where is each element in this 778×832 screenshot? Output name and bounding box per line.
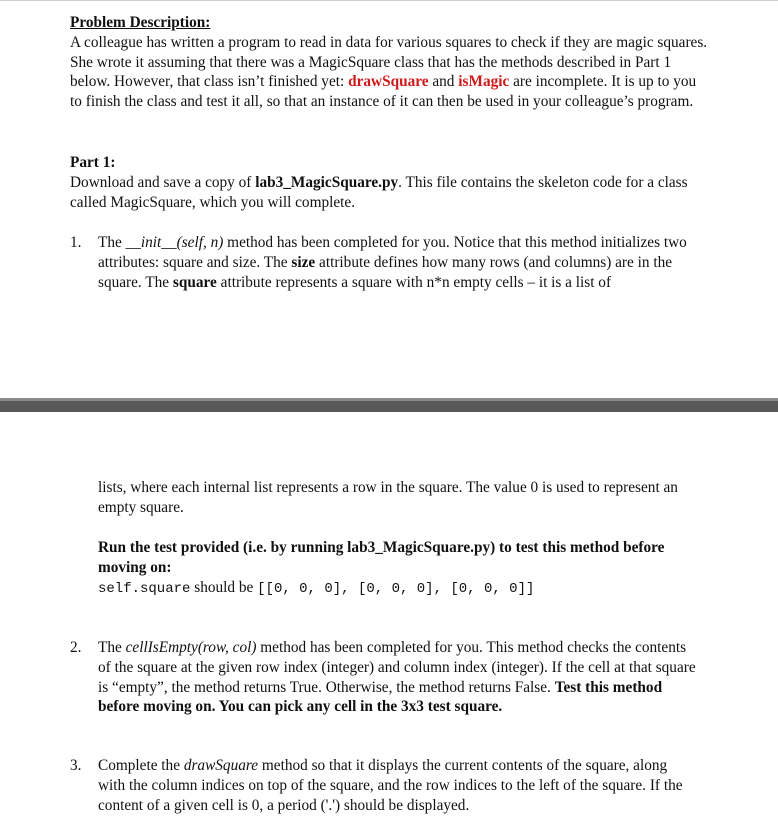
code-expected-value: [[0, 0, 0], [0, 0, 0], [0, 0, 0]] xyxy=(257,581,535,597)
item1-text-c: attribute defines how many rows (and columns) are in the square. The xyxy=(98,253,673,291)
expected-output-line xyxy=(98,578,698,600)
item1-text-b: method has been completed for you. Notice that this method initializes two attributes: square and size. The xyxy=(98,234,687,271)
part1-text-a: Download and save a copy of xyxy=(70,173,256,191)
problem-section xyxy=(70,13,710,112)
draw-square-method: drawSquare xyxy=(348,73,429,91)
problem-text-and: and xyxy=(428,73,459,91)
part1-text-b: . This file contains the skeleton code for a class called MagicSquare, which you will complete. xyxy=(70,173,688,211)
cell-is-empty-signature: cellIsEmpty(row, col) xyxy=(125,639,257,656)
problem-paragraph xyxy=(70,33,710,112)
list-number-2: 2. xyxy=(70,639,82,656)
page-1 xyxy=(0,0,778,399)
code-self-square: self.square xyxy=(98,581,191,597)
item2-text-b: method has been completed for you. This method checks the contents of the square at the given row index (integer) and column index (integer). If the cell at that square is “empty”, the method returns True. Otherwise, the method returns False. xyxy=(98,639,696,696)
item2-bold-instruction: Test this method before moving on. You can pick any cell in the 3x3 test square. xyxy=(98,678,663,716)
item2-text-a: The xyxy=(98,639,126,656)
init-signature: __init__(self, n) xyxy=(125,234,224,251)
list-item-1-text xyxy=(98,233,698,292)
page-2 xyxy=(0,412,778,832)
square-attr: square xyxy=(172,273,217,291)
item1-text-d: attribute represents a square with n*n empty cells – it is a list of xyxy=(216,273,612,291)
item1-cont-text: lists, where each internal list represents a row in the square. The value 0 is used to represent an empty square. xyxy=(98,479,678,516)
should-be-text: should be xyxy=(190,579,258,596)
part1-section xyxy=(70,153,710,212)
problem-heading: Problem Description: xyxy=(70,14,211,31)
filename: lab3_MagicSquare.py xyxy=(255,173,399,191)
part1-paragraph xyxy=(70,173,710,213)
list-item-2-text xyxy=(98,638,698,717)
list-number-3: 3. xyxy=(70,757,82,774)
size-attr: size xyxy=(291,253,316,271)
problem-text-2: are incomplete. It is up to you to finish the class and test it all, so that an instance of it can then be used in your colleague’s program. xyxy=(70,73,697,111)
list-number-1: 1. xyxy=(70,234,82,251)
item1-text-a: The xyxy=(98,234,126,251)
page-divider xyxy=(0,398,778,412)
run-test-instruction: Run the test provided (i.e. by running lab3_MagicSquare.py) to test this method before moving on: xyxy=(98,539,665,576)
problem-text-1: A colleague has written a program to read in data for various squares to check if they are magic squares. She wrote it assuming that there was a MagicSquare class that has the methods described in Part 1 below. However, that class isn’t finished yet: xyxy=(70,33,708,91)
is-magic-method: isMagic xyxy=(458,73,510,91)
item3-text-a: Complete the xyxy=(98,757,184,774)
part1-heading: Part 1: xyxy=(70,154,116,171)
draw-square-signature: drawSquare xyxy=(183,757,259,774)
list-item-3-text xyxy=(98,756,698,815)
item3-text-b: method so that it displays the current contents of the square, along with the column indices on top of the square, and the row indices to the left of the square. If the content of a given cell is 0, a period ('.') should be displayed. xyxy=(98,757,683,814)
